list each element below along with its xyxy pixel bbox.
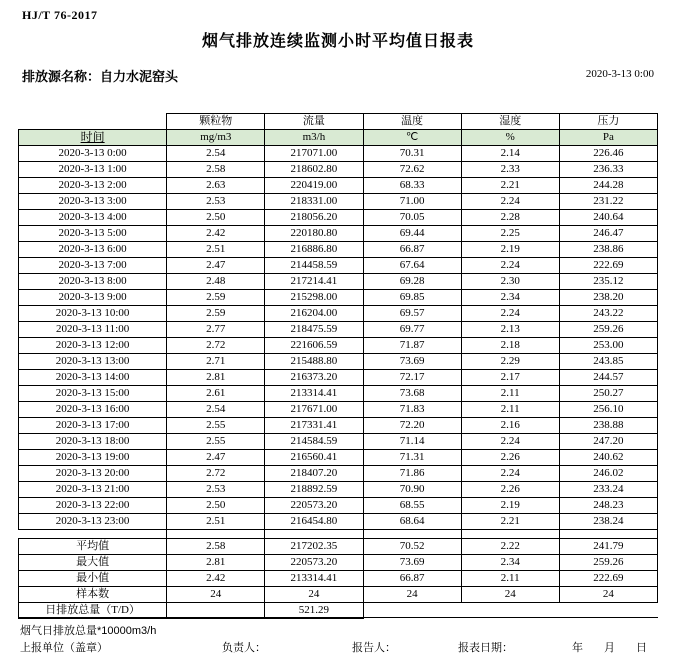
summary-value-0: 2.58 — [167, 539, 265, 555]
cell-value-2: 68.33 — [363, 178, 461, 194]
summary-value-4: 24 — [559, 587, 657, 603]
cell-value-4: 226.46 — [559, 146, 657, 162]
column-unit-3: % — [461, 130, 559, 146]
cell-value-1: 218056.20 — [265, 210, 363, 226]
cell-time: 2020-3-13 3:00 — [19, 194, 167, 210]
cell-time: 2020-3-13 11:00 — [19, 322, 167, 338]
cell-value-3: 2.24 — [461, 306, 559, 322]
cell-value-1: 221606.59 — [265, 338, 363, 354]
footer-day: 日 — [636, 642, 647, 654]
cell-value-2: 69.77 — [363, 322, 461, 338]
cell-value-0: 2.54 — [167, 146, 265, 162]
footer-month: 月 — [604, 642, 615, 654]
daily-total-label: 日排放总量（T/D） — [19, 603, 167, 619]
column-header-2: 温度 — [363, 114, 461, 130]
cell-value-0: 2.59 — [167, 290, 265, 306]
cell-value-1: 216204.00 — [265, 306, 363, 322]
summary-row — [19, 571, 658, 587]
summary-value-2: 73.69 — [363, 555, 461, 571]
table-row — [19, 386, 658, 402]
summary-label: 样本数 — [19, 587, 167, 603]
daily-total-flow: 521.29 — [265, 603, 363, 619]
cell-time: 2020-3-13 12:00 — [19, 338, 167, 354]
cell-value-0: 2.59 — [167, 306, 265, 322]
cell-value-4: 250.27 — [559, 386, 657, 402]
table-row — [19, 178, 658, 194]
summary-value-0: 24 — [167, 587, 265, 603]
cell-value-3: 2.24 — [461, 466, 559, 482]
cell-value-0: 2.50 — [167, 498, 265, 514]
cell-time: 2020-3-13 8:00 — [19, 274, 167, 290]
cell-value-3: 2.26 — [461, 450, 559, 466]
cell-time: 2020-3-13 10:00 — [19, 306, 167, 322]
table-row — [19, 306, 658, 322]
summary-value-3: 24 — [461, 587, 559, 603]
cell-value-2: 69.44 — [363, 226, 461, 242]
cell-value-0: 2.53 — [167, 482, 265, 498]
cell-value-1: 220419.00 — [265, 178, 363, 194]
cell-value-2: 71.14 — [363, 434, 461, 450]
footer-report-date-label: 报表日期： — [458, 642, 513, 654]
cell-value-4: 233.24 — [559, 482, 657, 498]
cell-value-0: 2.47 — [167, 450, 265, 466]
cell-value-2: 73.68 — [363, 386, 461, 402]
cell-value-3: 2.14 — [461, 146, 559, 162]
cell-value-2: 71.83 — [363, 402, 461, 418]
table-row — [19, 354, 658, 370]
cell-value-2: 68.64 — [363, 514, 461, 530]
table-row — [19, 402, 658, 418]
report-table-wrapper — [18, 113, 658, 619]
cell-value-2: 67.64 — [363, 258, 461, 274]
cell-value-1: 215298.00 — [265, 290, 363, 306]
source-label: 排放源名称： — [22, 69, 101, 84]
table-row — [19, 418, 658, 434]
cell-value-0: 2.71 — [167, 354, 265, 370]
cell-value-2: 72.20 — [363, 418, 461, 434]
table-row — [19, 370, 658, 386]
cell-time: 2020-3-13 15:00 — [19, 386, 167, 402]
cell-value-2: 73.69 — [363, 354, 461, 370]
cell-value-1: 213314.41 — [265, 386, 363, 402]
report-table — [18, 113, 658, 619]
cell-value-3: 2.18 — [461, 338, 559, 354]
cell-value-3: 2.28 — [461, 210, 559, 226]
footer-responsible: 负责人： — [222, 642, 266, 654]
cell-value-0: 2.53 — [167, 194, 265, 210]
cell-value-2: 71.00 — [363, 194, 461, 210]
cell-value-3: 2.29 — [461, 354, 559, 370]
cell-value-4: 253.00 — [559, 338, 657, 354]
cell-time: 2020-3-13 0:00 — [19, 146, 167, 162]
summary-value-2: 70.52 — [363, 539, 461, 555]
table-row — [19, 514, 658, 530]
source-value: 自力水泥窑头 — [100, 69, 179, 84]
cell-value-3: 2.26 — [461, 482, 559, 498]
cell-value-2: 69.28 — [363, 274, 461, 290]
cell-value-0: 2.51 — [167, 242, 265, 258]
column-header-1: 流量 — [265, 114, 363, 130]
cell-value-3: 2.11 — [461, 402, 559, 418]
cell-time: 2020-3-13 13:00 — [19, 354, 167, 370]
cell-value-2: 70.90 — [363, 482, 461, 498]
column-header-0: 颗粒物 — [167, 114, 265, 130]
cell-value-3: 2.30 — [461, 274, 559, 290]
cell-value-0: 2.42 — [167, 226, 265, 242]
cell-value-1: 220573.20 — [265, 498, 363, 514]
cell-value-0: 2.55 — [167, 418, 265, 434]
footer-divider — [18, 617, 658, 618]
cell-value-3: 2.11 — [461, 386, 559, 402]
summary-value-4: 222.69 — [559, 571, 657, 587]
cell-value-4: 231.22 — [559, 194, 657, 210]
summary-value-2: 24 — [363, 587, 461, 603]
cell-time: 2020-3-13 2:00 — [19, 178, 167, 194]
cell-value-0: 2.47 — [167, 258, 265, 274]
cell-value-1: 218331.00 — [265, 194, 363, 210]
cell-time: 2020-3-13 19:00 — [19, 450, 167, 466]
summary-value-0: 2.42 — [167, 571, 265, 587]
cell-value-1: 214458.59 — [265, 258, 363, 274]
table-spacer-row — [19, 530, 658, 539]
table-row — [19, 322, 658, 338]
cell-value-1: 216886.80 — [265, 242, 363, 258]
header-time: 时间 — [19, 130, 167, 146]
cell-time: 2020-3-13 17:00 — [19, 418, 167, 434]
cell-value-2: 70.05 — [363, 210, 461, 226]
cell-time: 2020-3-13 23:00 — [19, 514, 167, 530]
table-row — [19, 450, 658, 466]
cell-value-3: 2.21 — [461, 514, 559, 530]
cell-value-2: 68.55 — [363, 498, 461, 514]
cell-value-1: 217214.41 — [265, 274, 363, 290]
cell-value-3: 2.33 — [461, 162, 559, 178]
cell-value-2: 69.85 — [363, 290, 461, 306]
summary-value-4: 241.79 — [559, 539, 657, 555]
cell-time: 2020-3-13 21:00 — [19, 482, 167, 498]
cell-value-3: 2.21 — [461, 178, 559, 194]
summary-value-1: 220573.20 — [265, 555, 363, 571]
cell-value-4: 246.47 — [559, 226, 657, 242]
cell-time: 2020-3-13 22:00 — [19, 498, 167, 514]
summary-value-3: 2.11 — [461, 571, 559, 587]
cell-value-2: 71.87 — [363, 338, 461, 354]
cell-time: 2020-3-13 6:00 — [19, 242, 167, 258]
cell-time: 2020-3-13 18:00 — [19, 434, 167, 450]
cell-value-4: 248.23 — [559, 498, 657, 514]
cell-value-2: 71.31 — [363, 450, 461, 466]
summary-row — [19, 587, 658, 603]
cell-value-1: 217071.00 — [265, 146, 363, 162]
column-unit-0: mg/m3 — [167, 130, 265, 146]
cell-time: 2020-3-13 20:00 — [19, 466, 167, 482]
cell-value-3: 2.25 — [461, 226, 559, 242]
summary-value-2: 66.87 — [363, 571, 461, 587]
cell-value-1: 218892.59 — [265, 482, 363, 498]
summary-label: 最大值 — [19, 555, 167, 571]
cell-value-1: 214584.59 — [265, 434, 363, 450]
summary-value-1: 217202.35 — [265, 539, 363, 555]
cell-value-1: 218475.59 — [265, 322, 363, 338]
table-row — [19, 274, 658, 290]
table-row — [19, 162, 658, 178]
cell-value-0: 2.72 — [167, 338, 265, 354]
cell-value-0: 2.48 — [167, 274, 265, 290]
cell-value-4: 238.88 — [559, 418, 657, 434]
cell-value-4: 240.64 — [559, 210, 657, 226]
cell-value-4: 259.26 — [559, 322, 657, 338]
cell-value-1: 217671.00 — [265, 402, 363, 418]
table-row — [19, 466, 658, 482]
cell-value-1: 216373.20 — [265, 370, 363, 386]
table-row — [19, 434, 658, 450]
cell-value-4: 244.28 — [559, 178, 657, 194]
cell-value-0: 2.77 — [167, 322, 265, 338]
cell-value-0: 2.58 — [167, 162, 265, 178]
footer-reporter: 报告人： — [352, 642, 396, 654]
table-header-names — [19, 114, 658, 130]
cell-value-1: 216454.80 — [265, 514, 363, 530]
cell-value-0: 2.81 — [167, 370, 265, 386]
cell-time: 2020-3-13 9:00 — [19, 290, 167, 306]
table-row — [19, 146, 658, 162]
cell-time: 2020-3-13 7:00 — [19, 258, 167, 274]
cell-value-4: 243.85 — [559, 354, 657, 370]
cell-value-3: 2.13 — [461, 322, 559, 338]
summary-value-4: 259.26 — [559, 555, 657, 571]
cell-value-4: 247.20 — [559, 434, 657, 450]
cell-value-2: 69.57 — [363, 306, 461, 322]
cell-value-3: 2.16 — [461, 418, 559, 434]
cell-value-2: 71.86 — [363, 466, 461, 482]
cell-value-0: 2.72 — [167, 466, 265, 482]
summary-value-3: 2.22 — [461, 539, 559, 555]
footer-year: 年 — [572, 642, 583, 654]
cell-value-4: 238.24 — [559, 514, 657, 530]
table-row — [19, 194, 658, 210]
column-header-4: 压力 — [559, 114, 657, 130]
column-header-3: 湿度 — [461, 114, 559, 130]
cell-value-3: 2.24 — [461, 434, 559, 450]
table-row — [19, 226, 658, 242]
cell-value-1: 220180.80 — [265, 226, 363, 242]
summary-row — [19, 539, 658, 555]
table-row — [19, 242, 658, 258]
cell-value-2: 72.17 — [363, 370, 461, 386]
cell-value-2: 66.87 — [363, 242, 461, 258]
cell-value-3: 2.19 — [461, 242, 559, 258]
standard-code: HJ/T 76-2017 — [22, 8, 98, 22]
cell-value-4: 240.62 — [559, 450, 657, 466]
cell-value-3: 2.34 — [461, 290, 559, 306]
table-header-units — [19, 130, 658, 146]
cell-value-1: 216560.41 — [265, 450, 363, 466]
summary-label: 最小值 — [19, 571, 167, 587]
cell-value-3: 2.19 — [461, 498, 559, 514]
cell-value-4: 235.12 — [559, 274, 657, 290]
summary-row — [19, 555, 658, 571]
cell-value-0: 2.55 — [167, 434, 265, 450]
cell-value-0: 2.50 — [167, 210, 265, 226]
table-row — [19, 338, 658, 354]
cell-value-3: 2.24 — [461, 258, 559, 274]
cell-value-3: 2.17 — [461, 370, 559, 386]
footer-note-1: 烟气日排放总量*10000m3/h — [20, 625, 157, 637]
cell-value-1: 218407.20 — [265, 466, 363, 482]
cell-value-4: 244.57 — [559, 370, 657, 386]
column-unit-2: ℃ — [363, 130, 461, 146]
summary-value-0: 2.81 — [167, 555, 265, 571]
cell-value-2: 70.31 — [363, 146, 461, 162]
cell-time: 2020-3-13 16:00 — [19, 402, 167, 418]
cell-value-3: 2.24 — [461, 194, 559, 210]
cell-value-4: 256.10 — [559, 402, 657, 418]
page-title: 烟气排放连续监测小时平均值日报表 — [201, 33, 474, 50]
footer-note-2: 上报单位（盖章） — [20, 642, 108, 654]
cell-value-0: 2.54 — [167, 402, 265, 418]
cell-value-1: 218602.80 — [265, 162, 363, 178]
cell-value-0: 2.61 — [167, 386, 265, 402]
summary-value-1: 24 — [265, 587, 363, 603]
cell-value-4: 246.02 — [559, 466, 657, 482]
table-row — [19, 498, 658, 514]
column-unit-4: Pa — [559, 130, 657, 146]
cell-value-4: 238.20 — [559, 290, 657, 306]
cell-time: 2020-3-13 4:00 — [19, 210, 167, 226]
header-blank — [19, 114, 167, 130]
cell-value-1: 215488.80 — [265, 354, 363, 370]
cell-time: 2020-3-13 14:00 — [19, 370, 167, 386]
cell-value-2: 72.62 — [363, 162, 461, 178]
cell-value-0: 2.63 — [167, 178, 265, 194]
report-datetime: 2020-3-13 0:00 — [585, 68, 654, 80]
table-row — [19, 210, 658, 226]
table-row — [19, 290, 658, 306]
cell-value-1: 217331.41 — [265, 418, 363, 434]
summary-value-1: 213314.41 — [265, 571, 363, 587]
cell-value-4: 222.69 — [559, 258, 657, 274]
cell-value-4: 243.22 — [559, 306, 657, 322]
table-row — [19, 258, 658, 274]
cell-value-4: 236.33 — [559, 162, 657, 178]
cell-value-4: 238.86 — [559, 242, 657, 258]
cell-value-0: 2.51 — [167, 514, 265, 530]
summary-label: 平均值 — [19, 539, 167, 555]
column-unit-1: m3/h — [265, 130, 363, 146]
cell-time: 2020-3-13 5:00 — [19, 226, 167, 242]
table-row — [19, 482, 658, 498]
cell-time: 2020-3-13 1:00 — [19, 162, 167, 178]
summary-value-3: 2.34 — [461, 555, 559, 571]
